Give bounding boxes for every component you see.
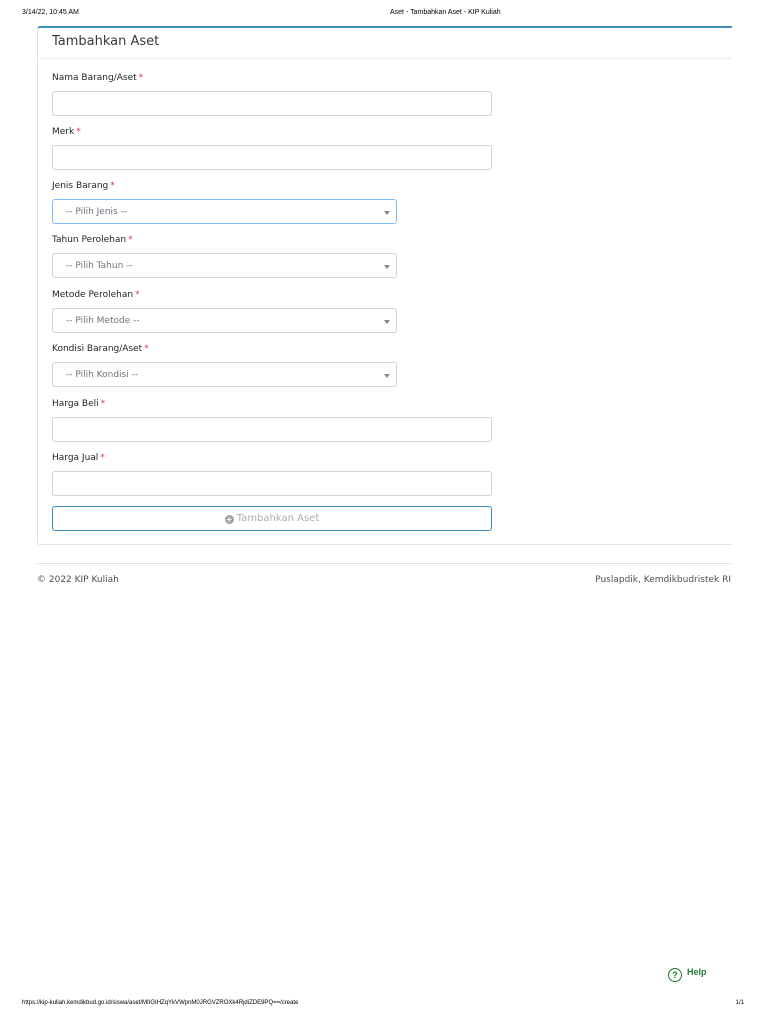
chevron-down-icon [384, 265, 390, 269]
required-mark: * [110, 181, 115, 191]
harga-beli-input[interactable] [52, 417, 492, 442]
add-asset-card [37, 26, 732, 545]
jenis-barang-placeholder: -- Pilih Jenis -- [66, 207, 128, 217]
jenis-barang-label [52, 181, 115, 191]
harga-beli-label [52, 399, 105, 409]
plus-circle-icon: + [225, 515, 233, 524]
tahun-perolehan-placeholder: -- Pilih Tahun -- [66, 261, 133, 271]
kondisi-barang-placeholder: -- Pilih Kondisi -- [66, 370, 139, 380]
print-timestamp: 3/14/22, 10:45 AM [22, 9, 79, 16]
required-mark: * [144, 344, 149, 354]
nama-barang-input[interactable] [52, 91, 492, 116]
metode-perolehan-label-text: Metode Perolehan [52, 290, 134, 300]
footer-copyright: © 2022 KIP Kuliah [37, 575, 119, 585]
tahun-perolehan-select[interactable] [52, 253, 397, 278]
required-mark: * [100, 453, 105, 463]
print-header [22, 9, 738, 21]
question-circle-icon: ? [668, 968, 682, 982]
jenis-barang-label-text: Jenis Barang [52, 181, 109, 191]
card-title: Tambahkan Aset [38, 28, 732, 59]
print-footer [22, 1000, 744, 1010]
footer-divider [37, 563, 731, 564]
harga-beli-label-text: Harga Beli [52, 399, 99, 409]
merk-label-text: Merk [52, 127, 75, 137]
harga-jual-label-text: Harga Jual [52, 453, 99, 463]
add-asset-button[interactable] [52, 506, 492, 531]
metode-perolehan-placeholder: -- Pilih Metode -- [66, 316, 140, 326]
tahun-perolehan-label [52, 235, 133, 245]
chevron-down-icon [384, 374, 390, 378]
print-page-title: Aset - Tambahkan Aset - KIP Kuliah [390, 9, 501, 16]
help-button[interactable] [668, 967, 707, 983]
tahun-perolehan-label-text: Tahun Perolehan [52, 235, 127, 245]
print-page-number: 1/1 [735, 1000, 744, 1006]
required-mark: * [128, 235, 133, 245]
metode-perolehan-select[interactable] [52, 308, 397, 333]
kondisi-barang-label [52, 344, 149, 354]
nama-barang-label-text: Nama Barang/Aset [52, 73, 137, 83]
required-mark: * [135, 290, 140, 300]
required-mark: * [76, 127, 81, 137]
metode-perolehan-label [52, 290, 140, 300]
harga-jual-input[interactable] [52, 471, 492, 496]
merk-input[interactable] [52, 145, 492, 170]
add-asset-button-label: Tambahkan Aset [236, 513, 320, 524]
help-label: Help [687, 967, 707, 977]
chevron-down-icon [384, 320, 390, 324]
print-url: https://kip-kuliah.kemdikbud.go.id/siswa/aset/MIIGIHZqYkVWpnM0JRGVZROXk4RjdiZDE9PQ==/create [22, 1000, 299, 1006]
required-mark: * [100, 399, 106, 409]
required-mark: * [138, 73, 144, 83]
harga-jual-label [52, 453, 105, 463]
footer-org: Puslapdik, Kemdikbudristek RI [595, 575, 731, 585]
kondisi-barang-select[interactable] [52, 362, 397, 387]
merk-label [52, 127, 81, 137]
jenis-barang-select[interactable] [52, 199, 397, 224]
nama-barang-label [52, 73, 143, 83]
chevron-down-icon [384, 211, 390, 215]
kondisi-barang-label-text: Kondisi Barang/Aset [52, 344, 143, 354]
